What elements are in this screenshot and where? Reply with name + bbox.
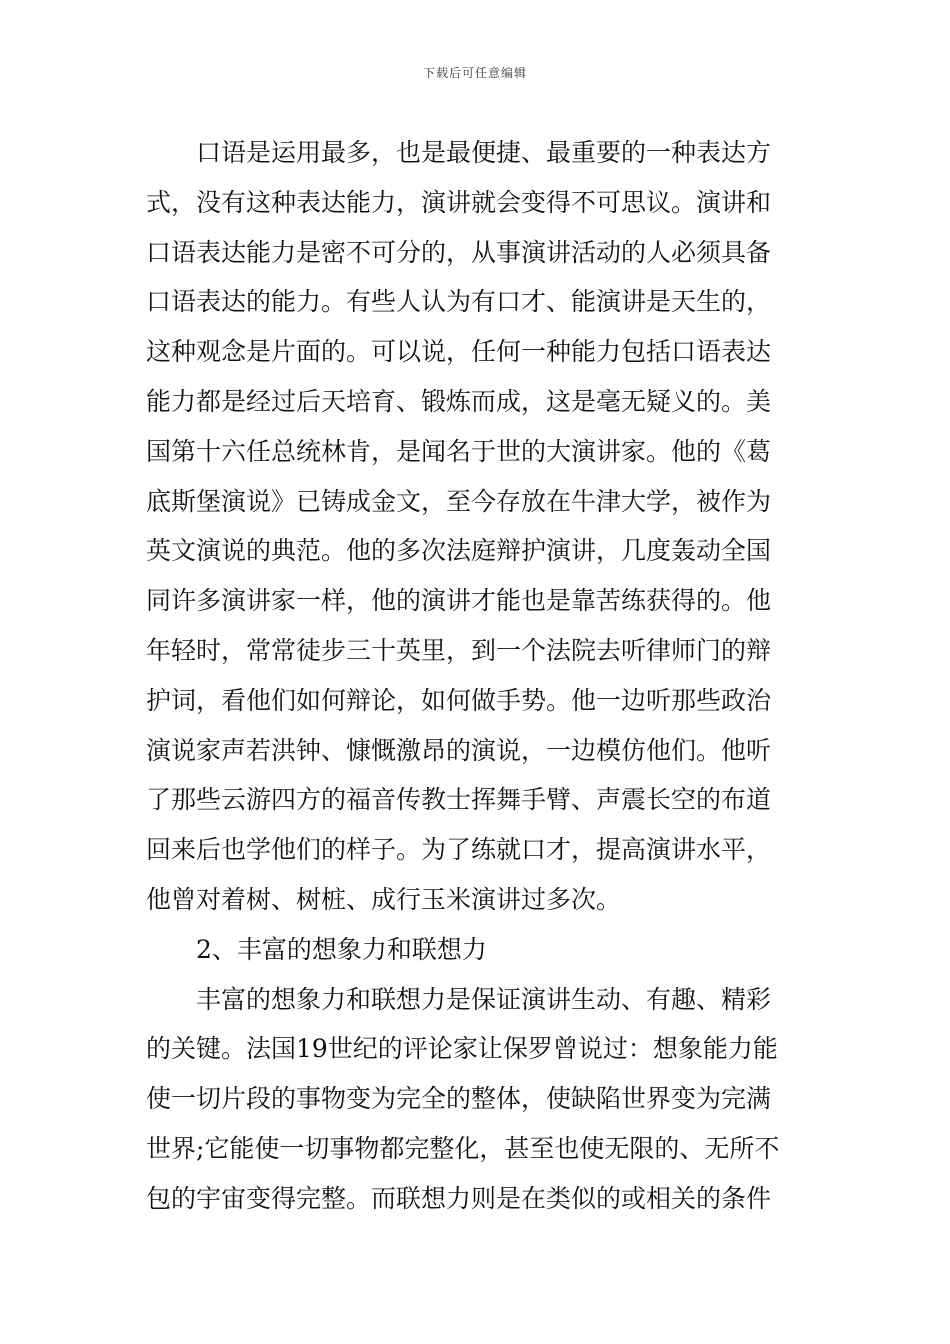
text-line: 演说家声若洪钟、慷慨激昂的演说，一边模仿他们。他听 — [146, 735, 772, 765]
text-line: 的关键。法国19世纪的评论家让保罗曾说过：想象能力能 — [146, 1034, 778, 1064]
text-line: 底斯堡演说》已铸成金文，至今存放在牛津大学，被作为 — [146, 486, 772, 516]
text-line: 能力都是经过后天培育、锻炼而成，这是毫无疑义的。美 — [146, 386, 772, 416]
document-body — [146, 128, 818, 1224]
text-line: 口语表达能力是密不可分的，从事演讲活动的人必须具备 — [146, 237, 772, 267]
text-line: 了那些云游四方的福音传教士挥舞手臂、声震长空的布道 — [146, 785, 772, 815]
text-line: 他曾对着树、树桩、成行玉米演讲过多次。 — [146, 884, 622, 914]
text-line: 护词，看他们如何辩论，如何做手势。他一边听那些政治 — [146, 685, 772, 715]
text-line: 使一切片段的事物变为完全的整体，使缺陷世界变为完满 — [146, 1084, 772, 1114]
text-line: 包的宇宙变得完整。而联想力则是在类似的或相关的条件 — [146, 1183, 772, 1213]
page-header-note: 下载后可任意编辑 — [422, 66, 527, 80]
text-line: 回来后也学他们的样子。为了练就口才，提高演讲水平， — [146, 835, 772, 865]
text-line: 这种观念是片面的。可以说，任何一种能力包括口语表达 — [146, 337, 772, 367]
text-line: 式，没有这种表达能力，演讲就会变得不可思议。演讲和 — [146, 187, 772, 217]
text-line: 英文演说的典范。他的多次法庭辩护演讲，几度轰动全国 — [146, 536, 772, 566]
text-line: 口语表达的能力。有些人认为有口才、能演讲是天生的， — [146, 287, 772, 317]
section-heading: 2、丰富的想象力和联想力 — [196, 934, 487, 964]
text-line: 口语是运用最多，也是最便捷、最重要的一种表达方 — [196, 138, 772, 167]
text-line: 国第十六任总统林肯，是闻名于世的大演讲家。他的《葛 — [146, 436, 772, 466]
text-line: 丰富的想象力和联想力是保证演讲生动、有趣、精彩 — [196, 984, 772, 1014]
text-line: 世界;它能使一切事物都完整化，甚至也使无限的、无所不 — [146, 1133, 780, 1163]
text-line: 年轻时，常常徒步三十英里，到一个法院去听律师门的辩 — [146, 635, 772, 665]
text-line: 同许多演讲家一样，他的演讲才能也是靠苦练获得的。他 — [146, 586, 772, 616]
